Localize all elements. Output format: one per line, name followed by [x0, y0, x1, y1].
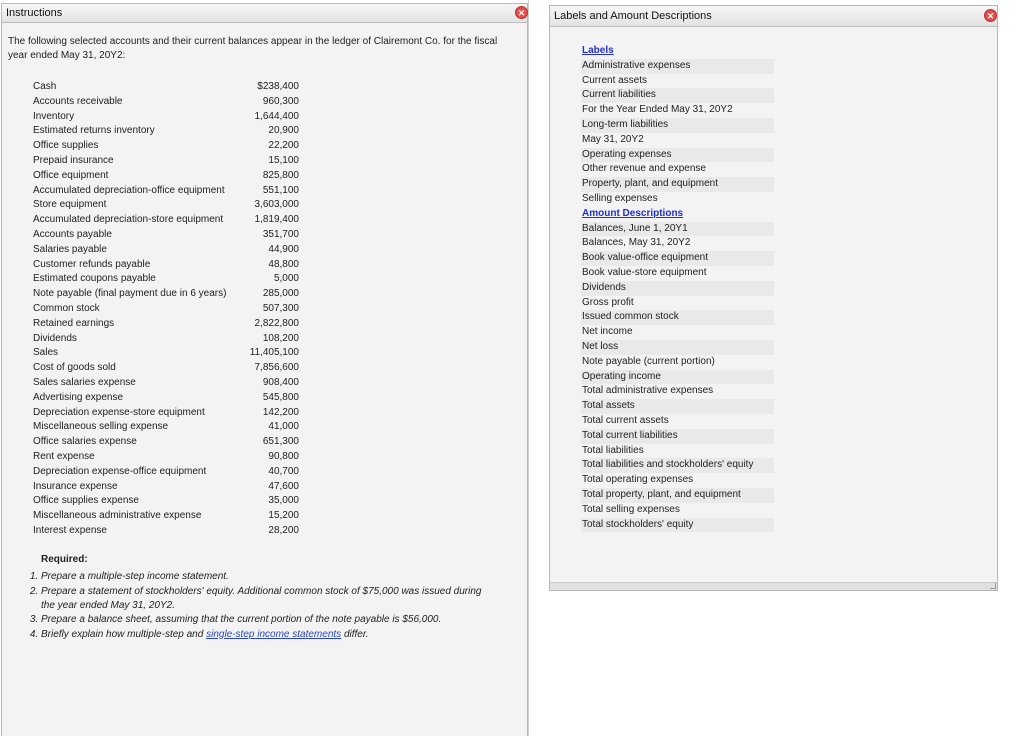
- account-row: [33, 184, 299, 199]
- account-amount: 44,900: [268, 243, 299, 255]
- required-item-4: [41, 628, 490, 642]
- label-item[interactable]: Balances, June 1, 20Y1: [581, 222, 774, 237]
- instructions-panel: [1, 3, 528, 736]
- label-item[interactable]: Net income: [582, 326, 633, 338]
- resize-grip-icon[interactable]: [990, 583, 996, 589]
- label-item[interactable]: Total current assets: [582, 414, 669, 426]
- account-name: Dividends: [33, 332, 77, 344]
- label-item[interactable]: Current assets: [582, 74, 648, 86]
- account-name: Insurance expense: [33, 480, 118, 492]
- account-row: [33, 80, 299, 95]
- required-item-2: 2. Prepare a statement of stockholders' equity. Additional common stock of $75,000 was issued during the year ended May 31, 20Y2.: [41, 585, 490, 613]
- account-name: Accounts payable: [33, 228, 112, 240]
- close-icon[interactable]: ✕: [515, 6, 528, 19]
- account-row: [33, 465, 299, 480]
- account-row: [33, 524, 299, 539]
- account-row: [33, 213, 299, 228]
- label-item[interactable]: Other revenue and expense: [582, 163, 706, 175]
- account-name: Accumulated depreciation-office equipment: [33, 184, 225, 196]
- label-item[interactable]: Long-term liabilities: [581, 118, 774, 133]
- account-row: [33, 494, 299, 509]
- label-item[interactable]: Book value-office equipment: [581, 251, 774, 266]
- label-item[interactable]: May 31, 20Y2: [582, 133, 644, 145]
- account-amount: 142,200: [262, 406, 299, 418]
- account-amount: 960,300: [262, 95, 299, 107]
- account-amount: 2,822,800: [254, 317, 299, 329]
- account-row: [33, 243, 299, 258]
- account-amount: 15,100: [268, 154, 299, 166]
- label-item[interactable]: Issued common stock: [581, 310, 774, 325]
- required-item-4-prefix: Briefly explain how multiple-step and: [41, 628, 207, 640]
- account-name: Sales: [33, 347, 59, 359]
- account-name: Estimated coupons payable: [33, 273, 156, 285]
- account-name: Note payable (final payment due in 6 years): [33, 288, 227, 300]
- required-section: [30, 553, 490, 642]
- account-row: [33, 450, 299, 465]
- label-item[interactable]: Total assets: [581, 399, 774, 414]
- instructions-title: Instructions: [6, 7, 63, 19]
- account-row: [33, 139, 299, 154]
- label-item[interactable]: Note payable (current portion): [582, 355, 715, 367]
- account-amount: 11,405,100: [249, 347, 299, 359]
- account-name: Accumulated depreciation-store equipment: [33, 214, 224, 226]
- account-amount: 3,603,000: [254, 199, 299, 211]
- account-amount: 1,819,400: [254, 214, 299, 226]
- account-name: Accounts receivable: [33, 95, 123, 107]
- instructions-titlebar[interactable]: [2, 4, 527, 23]
- account-name: Miscellaneous administrative expense: [33, 510, 202, 522]
- account-row: [33, 302, 299, 317]
- required-list: [30, 570, 490, 642]
- account-row: [33, 509, 299, 524]
- account-amount: 825,800: [262, 169, 299, 181]
- account-row: [33, 346, 299, 361]
- account-name: Cost of goods sold: [33, 362, 116, 374]
- account-row: [33, 258, 299, 273]
- account-name: Advertising expense: [33, 391, 124, 403]
- account-amount: 40,700: [268, 465, 299, 477]
- account-amount: 651,300: [262, 436, 299, 448]
- required-item-1: 1. Prepare a multiple-step income statement.: [41, 570, 490, 584]
- account-amount: 108,200: [262, 332, 299, 344]
- account-amount: 35,000: [268, 495, 299, 507]
- labels-panel: [549, 5, 998, 591]
- account-amount: 22,200: [268, 140, 299, 152]
- account-amount: 285,000: [262, 288, 299, 300]
- account-name: Sales salaries expense: [33, 376, 136, 388]
- resize-bar[interactable]: [550, 582, 997, 590]
- account-amount: 90,800: [268, 450, 299, 462]
- label-item[interactable]: Book value-store equipment: [582, 266, 707, 278]
- label-item[interactable]: Total stockholders' equity: [581, 518, 774, 533]
- account-amount: 507,300: [262, 302, 299, 314]
- label-item[interactable]: Administrative expenses: [581, 59, 774, 74]
- account-row: [33, 154, 299, 169]
- account-row: [33, 228, 299, 243]
- account-row: [33, 420, 299, 435]
- label-item[interactable]: Operating income: [581, 370, 774, 385]
- labels-heading: Labels: [582, 45, 614, 56]
- account-row: [33, 376, 299, 391]
- account-amount: 20,900: [268, 125, 299, 137]
- account-name: Office equipment: [33, 169, 109, 181]
- label-item[interactable]: Property, plant, and equipment: [581, 177, 774, 192]
- account-row: [33, 435, 299, 450]
- account-row: [33, 287, 299, 302]
- account-name: Store equipment: [33, 199, 107, 211]
- required-item-4-suffix: differ.: [341, 628, 369, 640]
- account-name: Miscellaneous selling expense: [33, 421, 169, 433]
- account-amount: 7,856,600: [254, 362, 299, 374]
- account-row: [33, 391, 299, 406]
- label-item[interactable]: Total liabilities: [582, 444, 644, 456]
- account-amount: 545,800: [262, 391, 299, 403]
- label-item[interactable]: Selling expenses: [582, 192, 658, 204]
- account-row: [33, 169, 299, 184]
- account-row: [33, 332, 299, 347]
- account-name: Interest expense: [33, 524, 107, 536]
- account-row: [33, 480, 299, 495]
- label-item[interactable]: Dividends: [581, 281, 774, 296]
- single-step-link[interactable]: single-step income statements: [206, 628, 342, 640]
- intro-text: The following selected accounts and their current balances appear in the ledger of Clairemont Co. for the fiscal year ended May 31, 20Y2:: [8, 36, 498, 61]
- account-name: Common stock: [33, 302, 100, 314]
- label-item[interactable]: Current liabilities: [581, 88, 774, 103]
- amounts-heading: Amount Descriptions: [582, 207, 684, 219]
- account-row: [33, 406, 299, 421]
- label-item[interactable]: Total administrative expenses: [582, 385, 714, 397]
- close-icon[interactable]: ✕: [984, 9, 997, 22]
- account-name: Rent expense: [33, 450, 95, 462]
- account-name: Retained earnings: [33, 317, 115, 329]
- account-name: Depreciation expense-store equipment: [33, 406, 205, 418]
- label-item[interactable]: Total operating expenses: [582, 474, 694, 486]
- account-amount: 28,200: [268, 524, 299, 536]
- account-amount: 47,600: [268, 480, 299, 492]
- account-row: [33, 95, 299, 110]
- account-name: Office supplies expense: [33, 495, 139, 507]
- labels-list: [581, 44, 774, 532]
- label-item[interactable]: Balances, May 31, 20Y2: [582, 237, 691, 249]
- account-amount: 5,000: [273, 273, 299, 285]
- accounts-table: [33, 80, 299, 539]
- account-amount: $238,400: [257, 81, 299, 92]
- label-item[interactable]: Total current liabilities: [581, 429, 774, 444]
- labels-panel-title: Labels and Amount Descriptions: [554, 10, 712, 22]
- account-amount: 48,800: [268, 258, 299, 270]
- label-item[interactable]: For the Year Ended May 31, 20Y2: [582, 104, 733, 116]
- account-row: [33, 198, 299, 213]
- account-amount: 551,100: [262, 184, 299, 196]
- account-name: Customer refunds payable: [33, 258, 151, 270]
- account-amount: 41,000: [268, 421, 299, 433]
- required-title: Required:: [41, 554, 88, 565]
- account-name: Office supplies: [33, 140, 99, 152]
- label-item[interactable]: Total property, plant, and equipment: [581, 488, 774, 503]
- label-item[interactable]: Gross profit: [582, 296, 634, 308]
- account-name: Office salaries expense: [33, 436, 137, 448]
- label-item[interactable]: Net loss: [581, 340, 774, 355]
- account-amount: 351,700: [262, 228, 299, 240]
- label-item[interactable]: Total liabilities and stockholders' equity: [581, 458, 774, 473]
- account-amount: 15,200: [268, 510, 299, 522]
- account-row: [33, 110, 299, 125]
- account-name: Cash: [33, 81, 57, 92]
- label-item[interactable]: Total selling expenses: [582, 503, 680, 515]
- account-row: [33, 361, 299, 376]
- pane-divider[interactable]: [528, 0, 529, 736]
- labels-titlebar[interactable]: [550, 6, 997, 27]
- account-row: [33, 272, 299, 287]
- account-amount: 1,644,400: [254, 110, 299, 122]
- required-item-3: 3. Prepare a balance sheet, assuming that the current portion of the note payable is $56,000.: [41, 613, 490, 627]
- account-name: Inventory: [33, 110, 75, 122]
- account-name: Depreciation expense-office equipment: [33, 465, 207, 477]
- account-name: Prepaid insurance: [33, 154, 114, 166]
- account-row: [33, 317, 299, 332]
- account-name: Estimated returns inventory: [33, 125, 155, 137]
- account-amount: 908,400: [262, 376, 299, 388]
- label-item[interactable]: Operating expenses: [581, 148, 774, 163]
- account-name: Salaries payable: [33, 243, 107, 255]
- account-row: [33, 124, 299, 139]
